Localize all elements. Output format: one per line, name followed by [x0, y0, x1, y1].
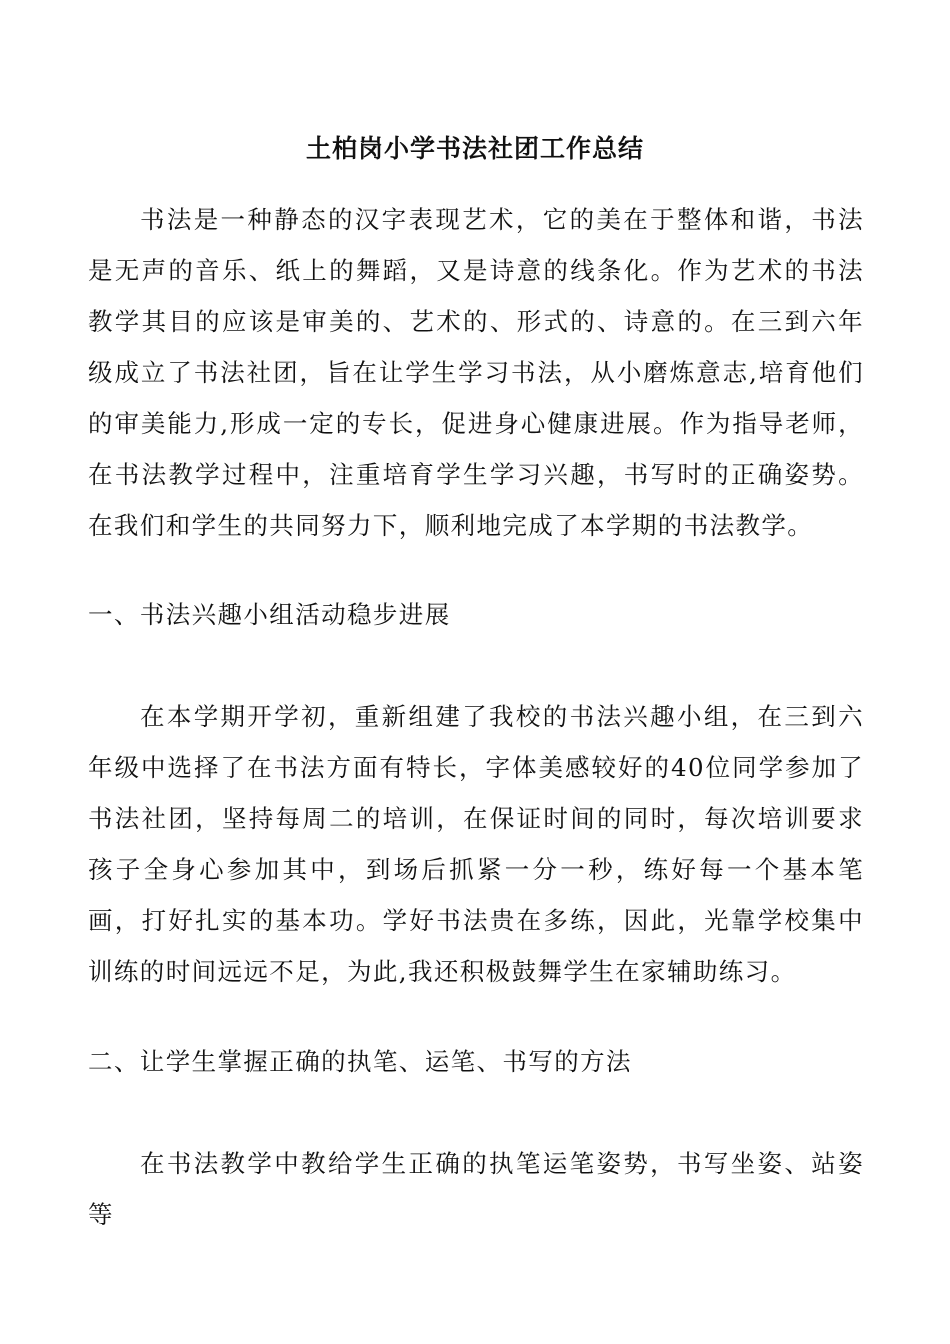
section-heading-1: 一、书法兴趣小组活动稳步进展 — [88, 600, 451, 629]
section-paragraph-2: 在书法教学中教给学生正确的执笔运笔姿势，书写坐姿、站姿等 — [88, 1149, 864, 1229]
intro-paragraph: 书法是一种静态的汉字表现艺术，它的美在于整体和谐，书法是无声的音乐、纸上的舞蹈，又是诗意的线条化。作为艺术的书法教学其目的应该是审美的、艺术的、形式的、诗意的。在三到六年级成立了书法社团，旨在让学生学习书法，从小磨炼意志,培育他们的审美能力,形成一定的专长，促进身心健康进展。作为指导老师，在书法教学过程中，注重培育学生学习兴趣，书写时的正确姿势。在我们和学生的共同努力下，顺利地完成了本学期的书法教学。 — [88, 205, 864, 540]
section-heading-2: 二、让学生掌握正确的执笔、运笔、书写的方法 — [88, 1047, 632, 1076]
document-title: 土柏岗小学书法社团工作总结 — [305, 134, 644, 163]
section-paragraph-1: 在本学期开学初，重新组建了我校的书法兴趣小组，在三到六年级中选择了在书法方面有特长，字体美感较好的40位同学参加了书法社团，坚持每周二的培训，在保证时间的同时，每次培训要求孩子全身心参加其中，到场后抓紧一分一秒，练好每一个基本笔画，打好扎实的基本功。学好书法贵在多练，因此，光靠学校集中训练的时间远远不足，为此,我还积极鼓舞学生在家辅助练习。 — [88, 702, 864, 986]
